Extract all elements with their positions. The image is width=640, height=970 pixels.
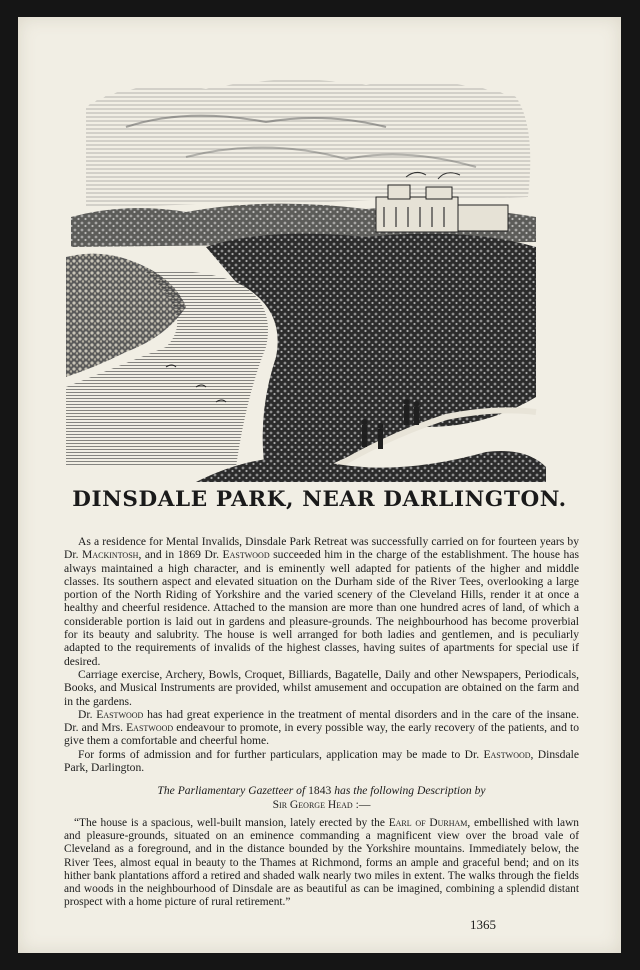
- body-text: [64, 535, 579, 774]
- page-number: 1365: [470, 917, 496, 932]
- quotation: [64, 817, 579, 909]
- small-caps-name: Eastwood: [222, 548, 270, 562]
- paragraph-1: As a residence for Mental Invalids, Dinsdale Park Retreat was successfully carried on for fourteen years by Dr. Mackintosh, and in 1869 Dr. Eastwood succeeded him in the charge of the establishment. The house has always maintained a high character, and is eminently well adapted for patients of the higher and middle classes. Its southern aspect and elevated situation on the Durham side of the River Tees, overlooking a large portion of the North Riding of Yorkshire and the varied scenery of the Cleveland Hills, render it at once a healthy and cheerful residence. Attached to the mansion are more than one hundred acres of land, of which a considerable portion is laid out in gardens and pleasure-grounds. The neighbourhood has become proverbial for its beauty and salubrity. The house is well arranged for both ladies and gentlemen, and is peculiarly adapted to the requirements of invalids of the highest classes, having suites of apartments for special use if desired.: [64, 535, 579, 668]
- heading-part-1: The Parliamentary Gazetteer of: [157, 784, 306, 797]
- heading-author: Sir George Head: [272, 798, 353, 811]
- heading-part-2: has the following Description by: [334, 784, 486, 797]
- quote-heading: [64, 784, 579, 812]
- engraving-illustration: [66, 67, 554, 482]
- small-caps-name: Eastwood: [483, 747, 531, 761]
- small-caps-name: Eastwood: [126, 721, 174, 735]
- paragraph-4: For forms of admission and for further particulars, application may be made to Dr. Eastwood, Dinsdale Park, Darlington.: [64, 747, 579, 775]
- printed-page: [18, 17, 621, 953]
- small-caps-name: Eastwood: [96, 707, 144, 721]
- paragraph-2: Carriage exercise, Archery, Bowls, Croquet, Billiards, Bagatelle, Daily and other Newspapers, Periodicals, Books, and Musical Instruments are provided, whilst amusement and occupation are obtained on the farm and in the gardens.: [64, 667, 579, 708]
- quotation-text: “The house is a spacious, well-built mansion, lately erected by the Earl of Durham, embellished with lawn and pleasure-grounds, situated on an eminence commanding a magnificent view over the broad vale of Cleveland as a foreground, and in the distance bounded by the Yorkshire mountains. Immediately below, the River Tees, almost equal in beauty to the Thames at Richmond, forms an ample and graceful bend; and on its hither bank plantations afford a retired and shaded walk nearly two miles in extent. The walks through the fields and woods in the neighbourhood of Dinsdale are as beautiful as can be imagined, combining a splendid distant prospect with a home picture of rural retirement.”: [64, 817, 579, 909]
- paragraph-3: Dr. Eastwood has had great experience in the treatment of mental disorders and in the care of the insane. Dr. and Mrs. Eastwood endeavour to promote, in every possible way, the early recovery of the patients, and to give them a comfortable and cheerful home.: [64, 707, 579, 748]
- page-title: DINSDALE PARK, NEAR DARLINGTON.: [72, 487, 567, 512]
- small-caps-name: Mackintosh: [82, 548, 139, 562]
- small-caps-name: Earl of Durham: [388, 817, 468, 829]
- heading-year: 1843: [308, 784, 332, 797]
- heading-end: :—: [355, 798, 371, 811]
